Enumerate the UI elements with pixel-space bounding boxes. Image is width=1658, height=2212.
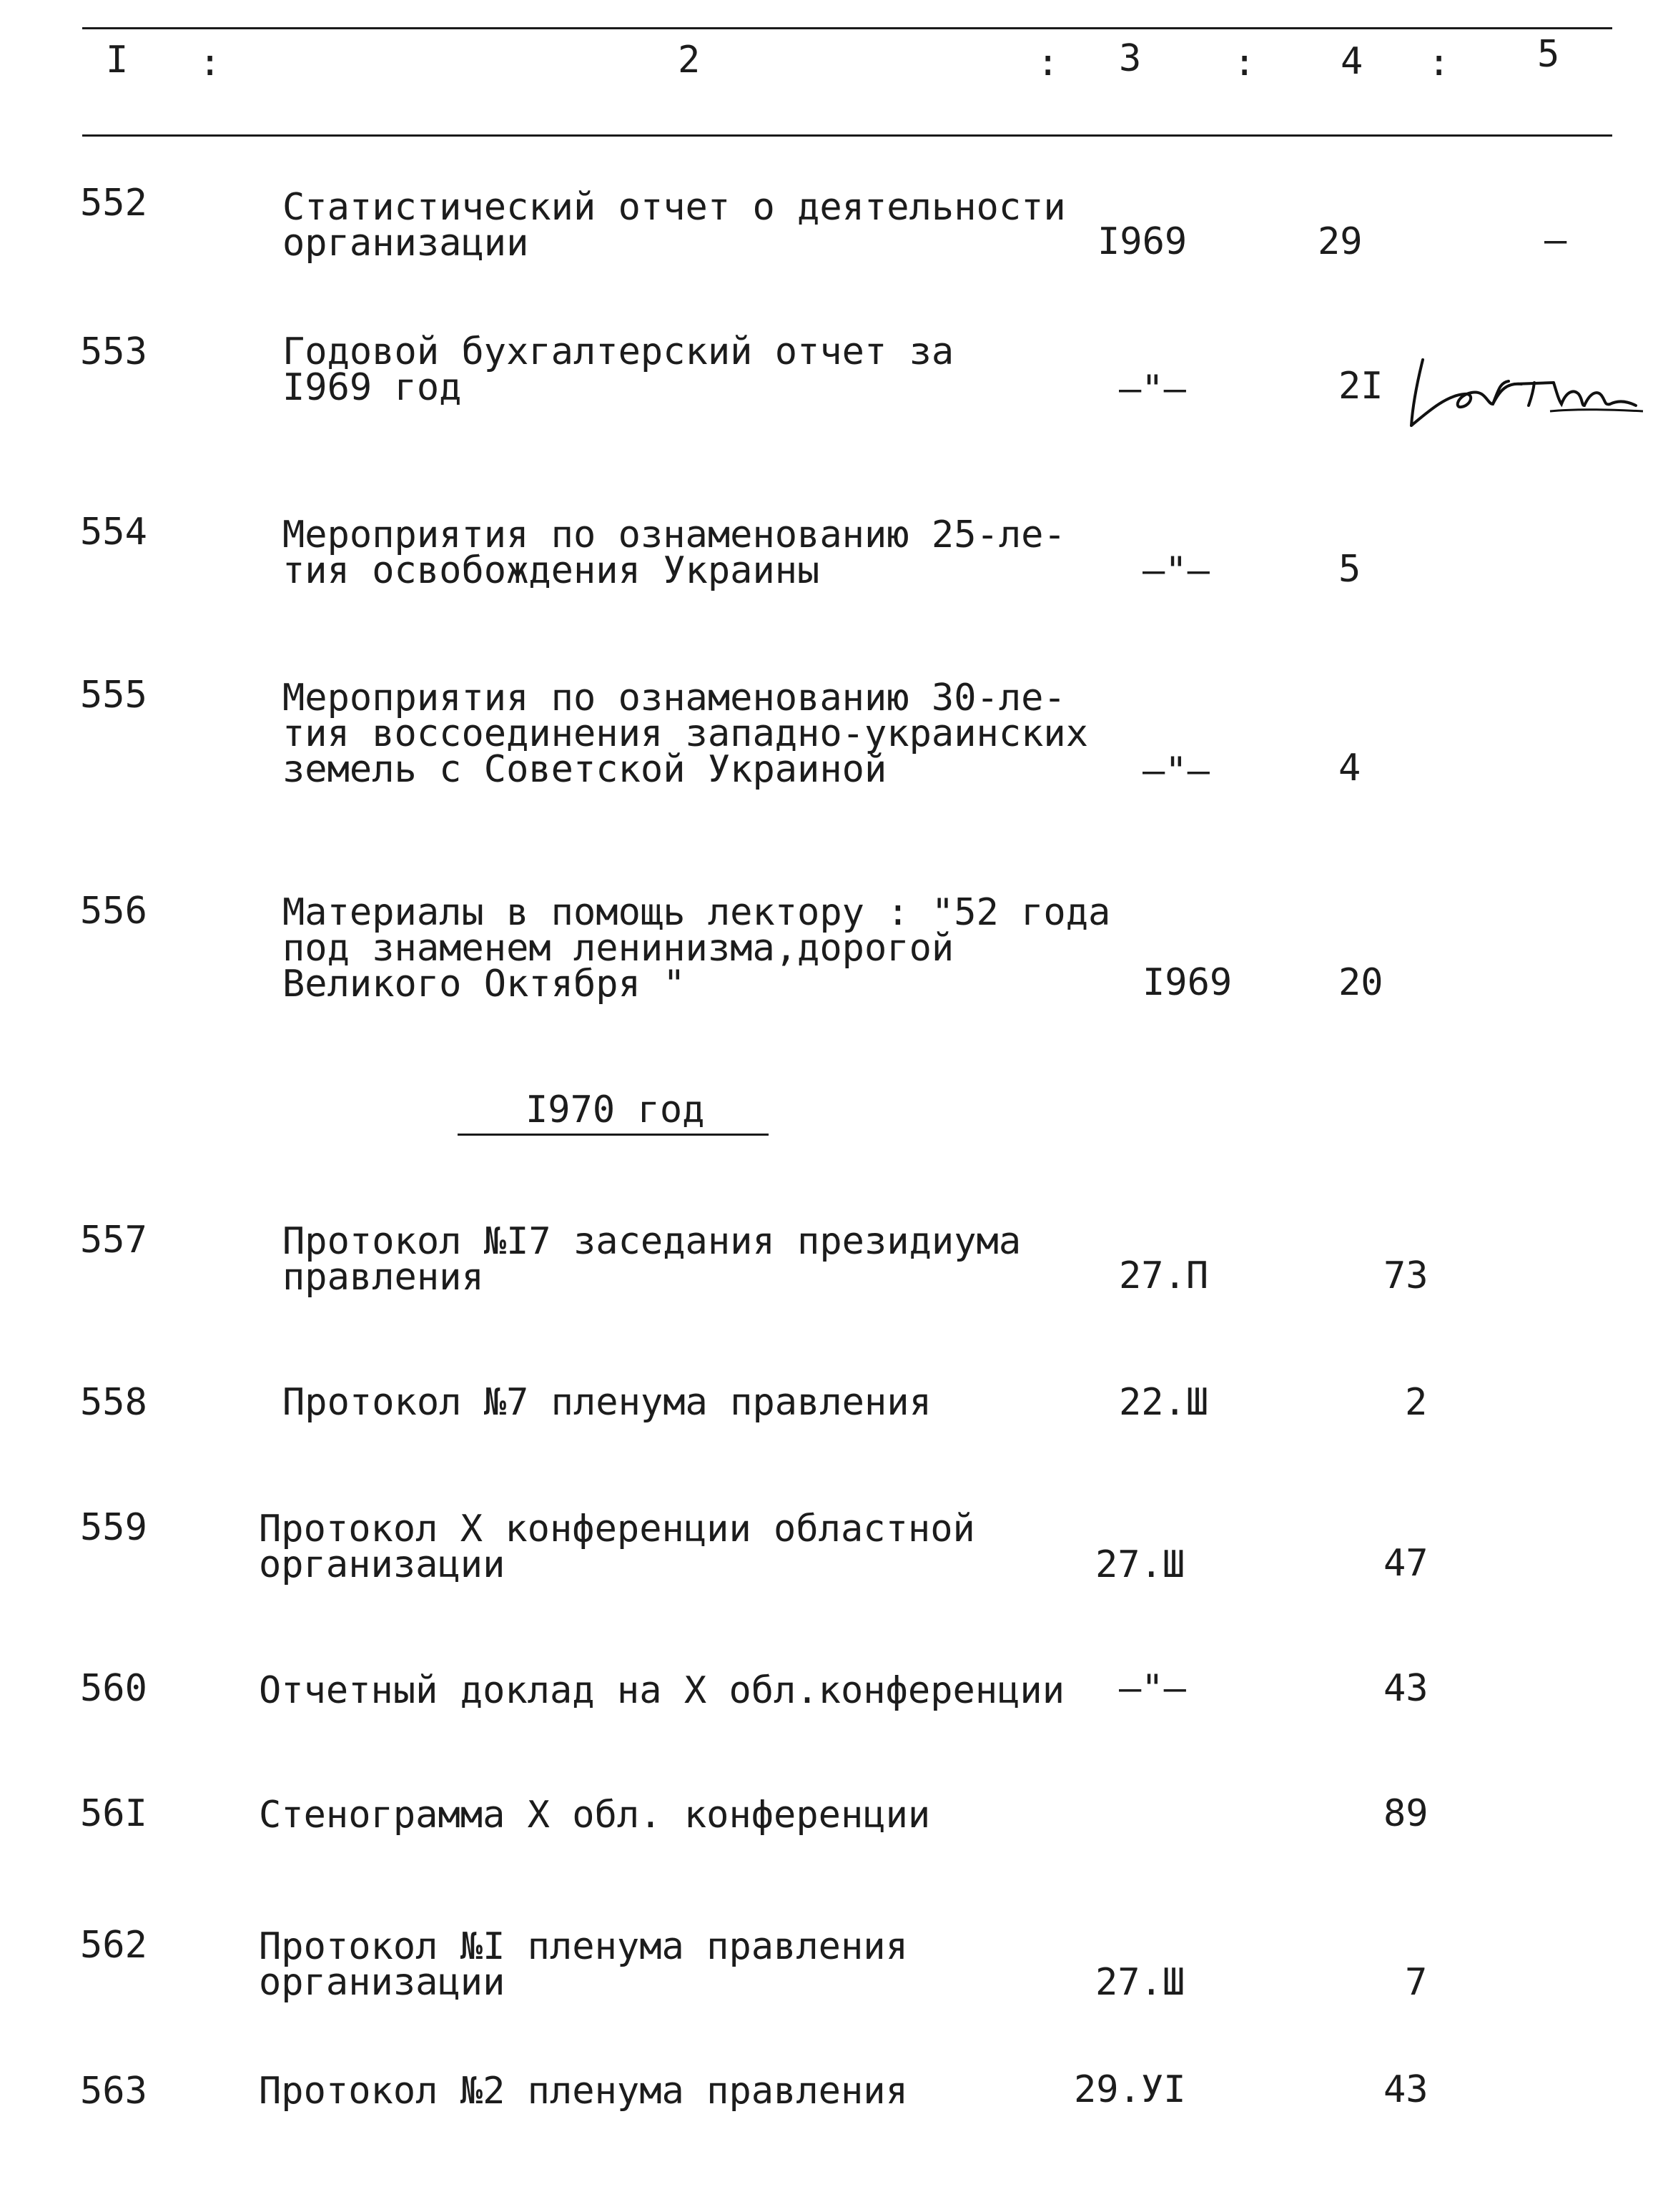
row-date: 27.Ш xyxy=(1095,1543,1185,1586)
row-date: 29.УI xyxy=(1074,2068,1186,2111)
row-date: –"– xyxy=(1119,368,1186,411)
row-sheets: 2 xyxy=(1405,1381,1428,1424)
row-sheets: 73 xyxy=(1383,1254,1428,1297)
row-title-line: Мероприятия по ознаменованию 30-ле- xyxy=(282,677,1066,719)
row-title-line: земель с Советской Украиной xyxy=(282,748,887,791)
header-col2: 2 xyxy=(678,39,701,82)
handwritten-signature xyxy=(1407,354,1647,433)
row-number: 562 xyxy=(80,1924,147,1967)
row-title-line: Отчетный доклад на X обл.конференции xyxy=(259,1669,1065,1712)
header-sep-3: : xyxy=(1233,41,1256,84)
row-number: 552 xyxy=(80,182,147,225)
row-sheets: 5 xyxy=(1338,548,1361,591)
row-date: –"– xyxy=(1143,749,1210,792)
row-title-line: Великого Октября " xyxy=(282,963,686,1006)
top-rule xyxy=(82,27,1612,29)
row-number: 554 xyxy=(80,511,147,554)
row-date: I969 xyxy=(1143,961,1233,1004)
row-title-line: Протокол X конференции областной xyxy=(259,1508,975,1550)
row-date: 27.П xyxy=(1119,1254,1209,1297)
row-number: 557 xyxy=(80,1219,147,1262)
row-title-line: Протокол №I7 заседания президиума xyxy=(282,1220,1022,1263)
row-sheets: 2I xyxy=(1338,365,1383,408)
row-sheets: 89 xyxy=(1383,1792,1428,1835)
row-title-line: Стенограмма X обл. конференции xyxy=(259,1794,931,1837)
row-number: 56I xyxy=(80,1792,147,1835)
row-title-line: тия воссоединения западно-украинских xyxy=(282,712,1089,755)
header-col3: 3 xyxy=(1119,37,1142,80)
row-title-line: I969 год xyxy=(282,366,462,409)
row-sheets: 43 xyxy=(1383,2068,1428,2111)
row-title-line: под знаменем ленинизма,дорогой xyxy=(282,927,954,970)
row-number: 555 xyxy=(80,674,147,717)
row-title-line: Протокол №I пленума правления xyxy=(259,1925,908,1968)
row-title-line: Материалы в помощь лектору : "52 года xyxy=(282,891,1111,934)
row-title-line: организации xyxy=(282,222,529,265)
row-date: –"– xyxy=(1119,1667,1186,1710)
row-title-line: правления xyxy=(282,1256,484,1299)
row-title-line: Годовой бухгалтерский отчет за xyxy=(282,330,954,373)
row-title-line: тия освобождения Украины xyxy=(282,549,820,592)
row-number: 560 xyxy=(80,1667,147,1710)
row-sheets: 29 xyxy=(1318,220,1363,263)
row-date: –"– xyxy=(1143,549,1210,592)
row-number: 558 xyxy=(80,1381,147,1424)
row-date: 27.Ш xyxy=(1095,1961,1185,2004)
row-date: I969 xyxy=(1097,220,1188,263)
header-col1: I xyxy=(106,39,129,82)
row-date: 22.Ш xyxy=(1119,1381,1209,1424)
row-sheets: 7 xyxy=(1405,1961,1428,2004)
row-number: 553 xyxy=(80,330,147,373)
row-number: 563 xyxy=(80,2070,147,2113)
row-sheets: 20 xyxy=(1338,961,1383,1004)
row-title-line: Статистический отчет о деятельности xyxy=(282,186,1066,229)
row-title-line: Мероприятия по ознаменованию 25-ле- xyxy=(282,513,1066,556)
row-note: – xyxy=(1544,219,1567,262)
header-sep-2: : xyxy=(1037,41,1060,84)
header-col4: 4 xyxy=(1341,40,1363,83)
row-sheets: 43 xyxy=(1383,1667,1428,1710)
section-heading-1970: I970 год xyxy=(525,1088,705,1131)
row-sheets: 4 xyxy=(1338,747,1361,790)
header-rule xyxy=(82,134,1612,137)
row-sheets: 47 xyxy=(1383,1542,1428,1585)
row-title-line: организации xyxy=(259,1543,505,1586)
row-title-line: организации xyxy=(259,1961,505,2004)
section-heading-underline xyxy=(458,1134,769,1136)
row-title-line: Протокол №2 пленума правления xyxy=(259,2070,908,2113)
row-number: 556 xyxy=(80,890,147,933)
header-col5: 5 xyxy=(1537,33,1560,76)
row-number: 559 xyxy=(80,1506,147,1549)
header-sep-1: : xyxy=(199,41,222,84)
header-sep-4: : xyxy=(1428,41,1451,84)
row-title-line: Протокол №7 пленума правления xyxy=(282,1381,932,1424)
